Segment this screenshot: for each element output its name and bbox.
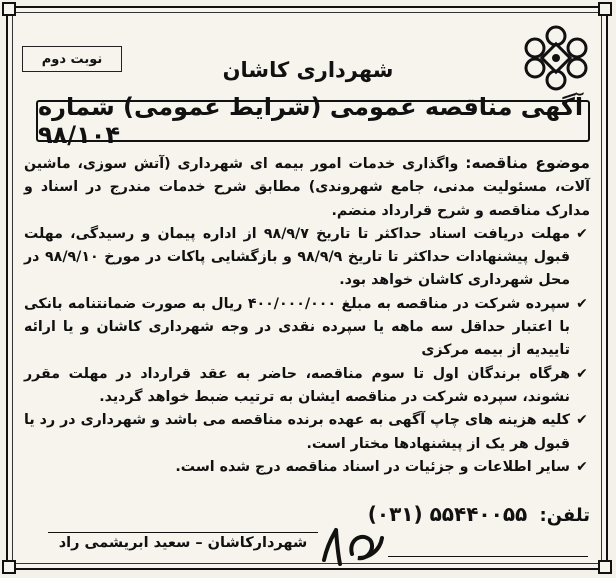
check-icon: ✔ (576, 412, 588, 429)
org-title: شهرداری کاشان (222, 58, 394, 82)
list-item-text: سپرده شرکت در مناقصه به مبلغ ۴۰۰/۰۰۰/۰۰۰ ریال به صورت ضمانتنامه بانکی با اعتبار حداقل سه ماهه یا سپرده نقدی در وجه شهرداری کاشان و یا ارائه تاییدیه از بیمه مرکزی (24, 295, 570, 359)
check-icon: ✔ (576, 225, 588, 242)
list-item (24, 456, 590, 479)
subject-text: واگذاری خدمات امور بیمه ای شهرداری (آتش سوزی، ماشین آلات، مسئولیت مدنی، جامع شهروندی) مطابق شرح خدمات مندرج در اسناد و مدارک مناقصه و شرح قرارداد منضم. (24, 156, 590, 219)
signature-divider (388, 556, 588, 557)
list-item-text: هرگاه برندگان اول تا سوم مناقصه، حاضر به عقد قرارداد در مهلت مقرر نشوند، سپرده شرکت در مناقصه ایشان به ترتیب ضبط خواهد گردید. (24, 365, 570, 405)
list-item (24, 293, 590, 363)
subject-label: موضوع مناقصه: (465, 154, 590, 172)
list-item-text: سایر اطلاعات و جزئیات در اسناد مناقصه درج شده است. (175, 458, 570, 475)
check-icon: ✔ (576, 458, 588, 475)
corner-ornament (2, 560, 16, 574)
check-icon: ✔ (576, 295, 588, 312)
list-item (24, 363, 590, 410)
signature: شهردارکاشان – سعید ابریشمی راد (48, 532, 318, 551)
notice-title (36, 93, 590, 149)
list-item-text: مهلت دریافت اسناد حداکثر تا تاریخ ۹۸/۹/۷ از اداره پیمان و رسیدگی، مهلت قبول پیشنهادات حداکثر تا تاریخ ۹۸/۹/۹ و بازگشایی پاکات در مورخ ۹۸/۹/۱۰ در محل شهرداری کاشان خواهد بود. (24, 225, 571, 289)
list-item (24, 409, 590, 456)
list-item (24, 223, 590, 293)
phone-label: تلفن: (539, 505, 590, 526)
issue-badge: نوبت دوم (22, 46, 122, 72)
corner-ornament (598, 2, 612, 16)
corner-ornament (2, 2, 16, 16)
corner-ornament (598, 560, 612, 574)
notice-body (24, 152, 590, 479)
subject-paragraph (24, 152, 590, 223)
conditions-list (24, 223, 590, 479)
phone-number: (۰۳۱) ۵۵۴۴۰۰۵۵ (367, 502, 528, 526)
list-item-text: کلیه هزینه های چاپ آگهی به عهده برنده مناقصه می باشد و شهرداری در رد یا قبول هر یک از پیشنهادها مختار است. (24, 412, 570, 452)
check-icon: ✔ (576, 365, 588, 382)
handwritten-mark-icon (318, 520, 386, 570)
notice-title-text: آگهی مناقصه عمومی (شرایط عمومی) شماره ۹۸/۱۰۴ (38, 93, 584, 149)
